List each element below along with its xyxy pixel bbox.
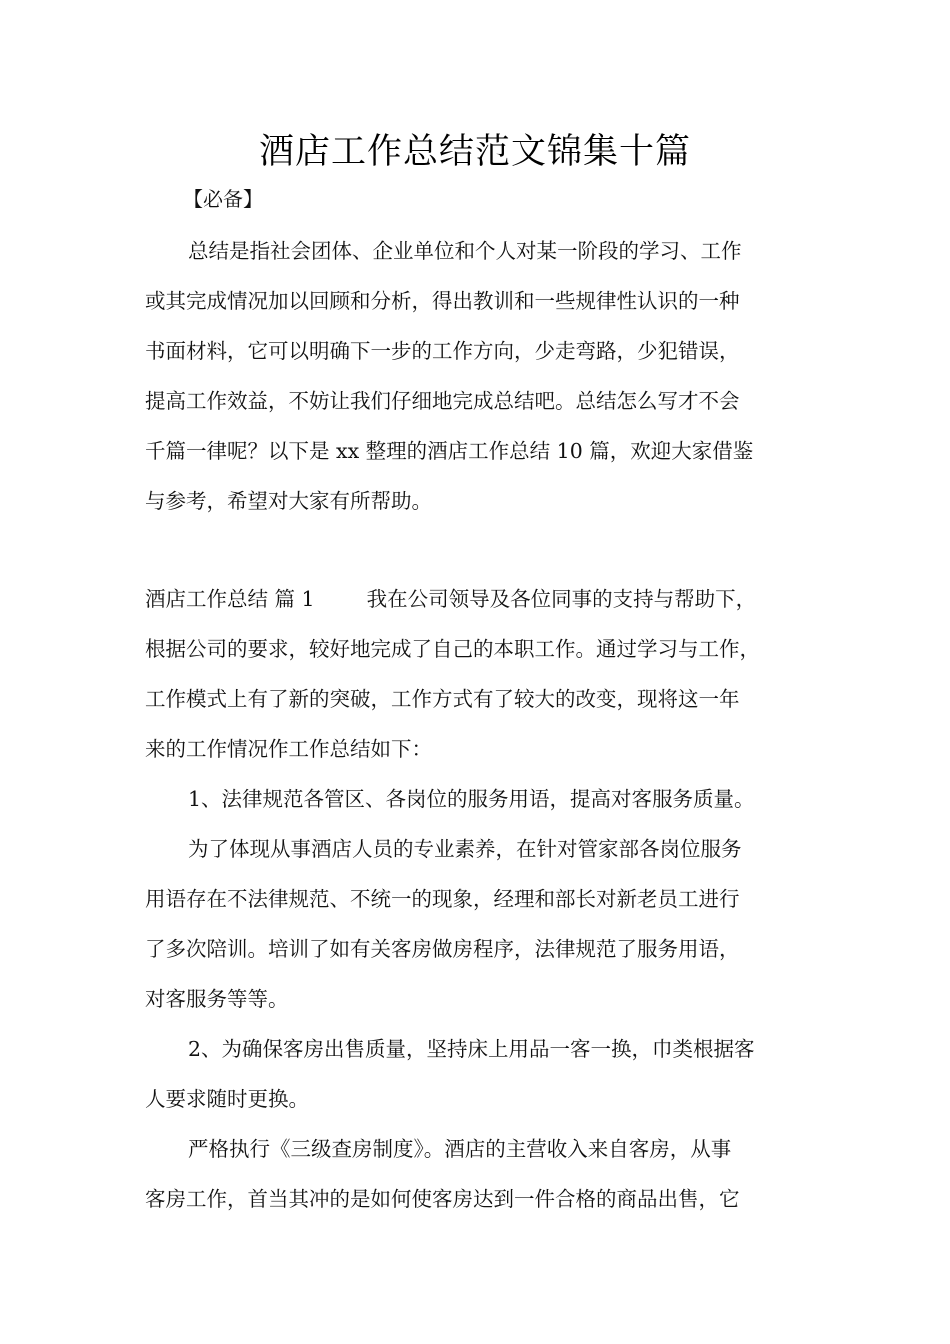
section-line-4: 来的工作情况作工作总结如下： [145,737,432,761]
para-1-line-3: 了多次陪训。培训了如有关客房做房程序，法律规范了服务用语， [145,937,740,961]
item-1-line: 1、法律规范各管区、各岗位的服务用语，提高对客服务质量。 [188,787,755,811]
section-line-2: 根据公司的要求，较好地完成了自己的本职工作。通过学习与工作， [145,637,760,661]
item-2-line-2: 人要求随时更换。 [145,1087,309,1111]
document-subtitle: 【必备】 [183,187,263,211]
section-line-1: 我在公司领导及各位同事的支持与帮助下， [366,587,757,611]
section-line-3: 工作模式上有了新的突破，工作方式有了较大的改变，现将这一年 [145,687,740,711]
intro-line-3: 书面材料，它可以明确下一步的工作方向，少走弯路，少犯错误， [145,339,740,363]
intro-line-5: 千篇一律呢？以下是 xx 整理的酒店工作总结 10 篇，欢迎大家借鉴 [145,439,754,463]
para-2-line-1: 严格执行《三级查房制度》。酒店的主营收入来自客房，从事 [188,1137,732,1161]
intro-line-6: 与参考，希望对大家有所帮助。 [145,489,432,513]
intro-line-2: 或其完成情况加以回顾和分析，得出教训和一些规律性认识的一种 [145,289,740,313]
para-1-line-4: 对客服务等等。 [145,987,289,1011]
para-1-line-1: 为了体现从事酒店人员的专业素养，在针对管家部各岗位服务 [188,837,742,861]
intro-line-4: 提高工作效益，不妨让我们仔细地完成总结吧。总结怎么写才不会 [145,389,740,413]
section-label: 酒店工作总结 篇 1 [145,587,315,611]
para-1-line-2: 用语存在不法律规范、不统一的现象，经理和部长对新老员工进行 [145,887,740,911]
item-2-line-1: 2、为确保客房出售质量，坚持床上用品一客一换，巾类根据客 [188,1037,755,1061]
document-title: 酒店工作总结范文锦集十篇 [258,132,691,172]
intro-line-1: 总结是指社会团体、企业单位和个人对某一阶段的学习、工作 [188,239,742,263]
section-heading-line [145,584,756,614]
para-2-line-2: 客房工作，首当其冲的是如何使客房达到一件合格的商品出售，它 [145,1187,740,1211]
